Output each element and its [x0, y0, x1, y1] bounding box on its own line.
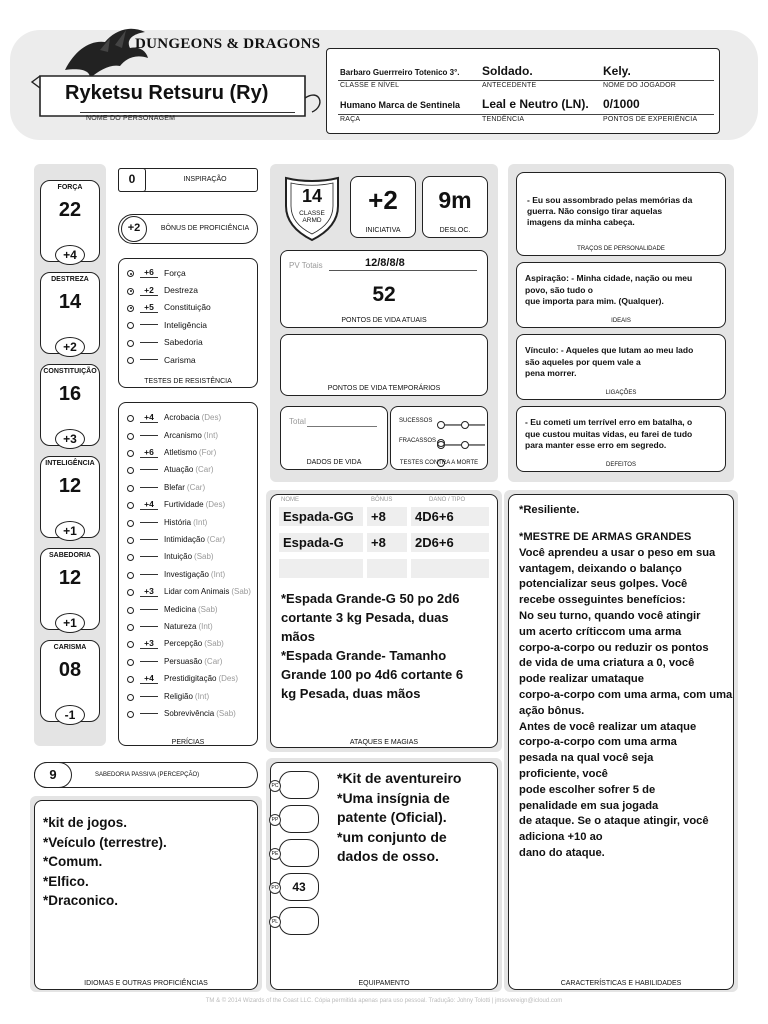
feature-line: *Resiliente. [519, 504, 580, 516]
attacks-notes[interactable] [281, 589, 463, 703]
death-fail-label: FRACASSOS [399, 438, 437, 444]
coin-po-field[interactable]: 43 [279, 873, 319, 901]
attribute-score[interactable]: 16 [58, 383, 82, 405]
coin-label-pc: PC [269, 780, 281, 792]
skill-name: Prestidigitação [164, 674, 217, 684]
attribute-name: DESTREZA [51, 276, 89, 283]
xp[interactable]: 0/1000 [603, 97, 640, 111]
attack-note-line: kg Pesada, duas mãos [281, 686, 421, 701]
initiative-box [350, 176, 416, 238]
saving-throw-name: Constituição [164, 302, 211, 313]
skill-row[interactable] [127, 600, 255, 617]
skill-row[interactable] [127, 496, 255, 513]
skill-row[interactable] [127, 479, 255, 496]
bonds-box[interactable] [516, 334, 726, 400]
attack-2-bonus[interactable]: +8 [367, 533, 407, 552]
xp-label: PONTOS DE EXPERIÊNCIA [603, 116, 698, 123]
skill-bonus [140, 626, 158, 627]
saving-throws-box [118, 258, 258, 388]
equipment-line: dados de osso. [337, 848, 439, 864]
saving-throw-name: Inteligência [164, 319, 208, 330]
features-box[interactable] [508, 494, 734, 990]
feature-line: recebe osseguintes benefícios: [519, 594, 686, 607]
skill-attribute: (Sab) [216, 708, 236, 718]
proficiency-dot-icon[interactable] [127, 607, 134, 614]
player-name[interactable]: Kely. [603, 64, 631, 78]
proficiency-dot-icon[interactable] [127, 572, 134, 579]
character-name[interactable]: Ryketsu Retsuru (Ry) [65, 82, 269, 104]
hit-dice-label: DADOS DE VIDA [306, 459, 362, 466]
skill-attribute: (Des) [201, 413, 222, 423]
info-line-1 [338, 80, 714, 81]
equipment-line: *Kit de aventureiro [337, 770, 462, 786]
feature-line: corpo-a-corpo com uma arma, com uma [519, 688, 733, 701]
armor-class-value[interactable]: 14 [301, 186, 323, 206]
skill-name: História [164, 517, 192, 527]
skill-attribute: (Int) [198, 621, 213, 631]
skill-bonus: +3 [140, 586, 158, 597]
skill-name: Atletismo [164, 447, 197, 457]
attack-2-name[interactable]: Espada-G [279, 533, 363, 552]
passive-wisdom-value[interactable]: 9 [34, 762, 72, 788]
attribute-0 [40, 180, 100, 262]
attribute-name: CARISMA [53, 644, 87, 651]
skill-attribute: (Int) [194, 691, 210, 701]
proficiency-dot-icon[interactable] [127, 589, 134, 596]
skill-name: Atuação [164, 465, 194, 475]
race[interactable]: Humano Marca de Sentinela [340, 100, 461, 110]
proficiency-label: BÔNUS DE PROFICIÊNCIA [160, 225, 250, 232]
attribute-2 [40, 364, 100, 446]
skill-attribute: (Car) [195, 465, 214, 475]
attack-note-line: Grande 100 po 4d6 cortante 6 [281, 667, 464, 682]
hp-current-value[interactable]: 52 [372, 283, 396, 306]
attribute-modifier[interactable]: +1 [55, 613, 85, 633]
skill-attribute: (Int) [210, 569, 226, 579]
skill-row[interactable] [127, 426, 255, 443]
skill-name: Persuasão [164, 656, 203, 666]
coin-pl-field[interactable] [279, 907, 319, 935]
personality-traits-box[interactable] [516, 172, 726, 256]
proficiency-dot-icon[interactable] [127, 659, 134, 666]
saving-throw-bonus [140, 342, 158, 343]
attack-3-name[interactable] [279, 559, 363, 578]
death-saves-label: TESTES CONTRA A MORTE [399, 460, 479, 466]
attribute-3 [40, 456, 100, 538]
attack-1-damage[interactable]: 4D6+6 [411, 507, 489, 526]
feature-line: penalidade em sua jogada [519, 799, 659, 812]
attack-note-line: mãos [281, 629, 315, 644]
attribute-name: SABEDORIA [48, 552, 91, 559]
inspiration-label: INSPIRAÇÃO [183, 176, 227, 183]
saving-throw-name: Força [164, 267, 186, 278]
skill-row[interactable] [127, 653, 255, 670]
initiative-label: INICIATIVA [365, 227, 401, 234]
saving-throw-bonus [140, 359, 158, 360]
saving-throw-row[interactable] [127, 281, 253, 298]
skill-bonus [140, 661, 158, 662]
equipment-box [270, 762, 498, 990]
feature-line: pode realizar umataque [519, 673, 644, 686]
ideal-line: Aspiração: - Minha cidade, nação ou meu [525, 273, 693, 283]
proficiency-dot-icon[interactable] [127, 485, 134, 492]
features-text [519, 503, 732, 862]
hp-max-label: PV Totais [289, 261, 323, 270]
flaws-box[interactable] [516, 406, 726, 472]
logo-text: DUNGEONS & DRAGONS [135, 36, 321, 52]
proficiency-dot-icon[interactable] [127, 520, 134, 527]
proficiency-dot-icon[interactable] [127, 357, 134, 364]
attack-note-line: *Espada Grande- Tamanho [281, 648, 447, 663]
flaw-line: que custou muitas vidas, eu farei de tudo [525, 428, 693, 439]
skill-row[interactable] [127, 687, 255, 704]
skill-attribute: (Car) [204, 656, 223, 666]
attacks-col-name: NOME [281, 497, 299, 503]
coin-pe-field[interactable] [279, 839, 319, 867]
skill-name: Intimidação [164, 534, 205, 544]
skill-attribute: (Car) [186, 482, 206, 492]
skill-attribute: (Int) [203, 430, 219, 440]
death-saves-box [390, 406, 488, 470]
feature-line: corpo-a-corpo ou reduzir os pontos [519, 641, 709, 654]
languages-box [34, 800, 258, 990]
skill-attribute: (For) [198, 447, 217, 457]
coin-pc-field[interactable] [279, 771, 319, 799]
passive-wisdom-box [34, 762, 258, 788]
coin-pp-field[interactable] [279, 805, 319, 833]
skill-name: Natureza [164, 621, 197, 631]
attack-1-name[interactable]: Espada-GG [279, 507, 363, 526]
attribute-1 [40, 272, 100, 354]
skill-attribute: (Sab) [198, 604, 218, 614]
languages-label: IDIOMAS E OUTRAS PROFICIÊNCIAS [84, 980, 208, 987]
proficiency-dot-icon[interactable] [127, 270, 134, 277]
hit-dice-total-label: Total [289, 417, 306, 426]
flaws-label: DEFEITOS [606, 462, 636, 468]
skill-name: Furtividade [164, 500, 204, 510]
attack-2-damage[interactable]: 2D6+6 [411, 533, 489, 552]
feature-line: proficiente, você [519, 767, 608, 780]
skill-name: Blefar [164, 482, 185, 492]
bond-line: são aqueles por quem vale a [525, 356, 641, 367]
proficiency-dot-icon[interactable] [127, 322, 134, 329]
attribute-score[interactable]: 12 [58, 567, 82, 589]
equipment-line: *Uma insígnia de [337, 789, 450, 806]
hp-max-value[interactable]: 12/8/8/8 [365, 257, 405, 269]
personality-traits-text [527, 195, 692, 228]
personality-traits-label: TRAÇOS DE PERSONALIDADE [577, 246, 665, 252]
feature-line: Você aprendeu a usar o peso em sua [519, 546, 716, 559]
speed-label: DESLOC. [439, 227, 471, 234]
skill-row[interactable] [127, 409, 255, 426]
skill-name: Acrobacia [164, 413, 200, 423]
ideals-box[interactable] [516, 262, 726, 328]
skill-name: Religião [164, 691, 193, 701]
attribute-modifier[interactable]: +1 [55, 521, 85, 541]
attribute-name: FORÇA [57, 184, 83, 191]
feature-line: pesada na qual você seja [519, 752, 654, 765]
skill-attribute: (Car) [206, 534, 226, 544]
attack-3-bonus[interactable] [367, 559, 407, 578]
skill-row[interactable] [127, 635, 255, 652]
skill-name: Intuição [164, 552, 193, 562]
feature-line: corpo-a-corpo com uma arma [519, 736, 677, 749]
attribute-modifier[interactable]: +4 [55, 245, 85, 265]
feature-line: de vida de uma criatura a 0, você [519, 657, 695, 670]
alignment-label: TENDÊNCIA [482, 116, 525, 123]
skill-row[interactable] [127, 705, 255, 722]
skill-row[interactable] [127, 670, 255, 687]
skill-attribute: (Sab) [231, 587, 251, 597]
player-label: NOME DO JOGADOR [603, 82, 677, 89]
ideal-line: povo, são tudo o [525, 284, 593, 295]
proficiency-dot-icon[interactable] [127, 694, 134, 701]
proficiency-dot-icon[interactable] [127, 537, 134, 544]
proficiency-dot-icon[interactable] [127, 467, 134, 474]
feature-line: vantagem, deixando o balanço [519, 562, 682, 575]
flaw-line: - Eu cometi um terrível erro em batalha, o [525, 417, 693, 427]
skill-bonus [140, 713, 158, 714]
attribute-score[interactable]: 12 [58, 475, 82, 497]
name-underline [80, 112, 295, 113]
attack-note-line: cortante 3 kg Pesada, duas [281, 610, 449, 625]
feature-line: potencializar seus golpes. Você [519, 578, 688, 591]
attribute-modifier[interactable]: +2 [55, 337, 85, 357]
skill-bonus: +4 [140, 673, 158, 684]
proficiency-dot-icon[interactable] [127, 502, 134, 509]
proficiency-dot-icon[interactable] [127, 415, 134, 422]
attacks-col-damage: DANO / TIPO [429, 497, 466, 503]
skill-bonus: +6 [140, 447, 158, 458]
inspiration-box [118, 168, 258, 192]
proficiency-dot-icon[interactable] [127, 305, 134, 312]
saving-throw-name: Destreza [164, 285, 199, 296]
proficiency-dot-icon[interactable] [127, 624, 134, 631]
attack-note-line: *Espada Grande-G 50 po 2d6 [281, 591, 460, 606]
feature-line [519, 519, 732, 530]
feature-line: Antes de você realizar um ataque [519, 720, 697, 733]
feature-line: dano do ataque. [519, 846, 605, 859]
skills-box [118, 402, 258, 746]
hp-max-underline [329, 270, 477, 271]
attribute-score[interactable]: 14 [58, 291, 82, 313]
saving-throw-name: Carisma [164, 354, 196, 365]
skill-bonus [140, 435, 158, 436]
death-success-circles[interactable]: — — [437, 416, 487, 452]
skill-attribute: (Sab) [194, 552, 214, 562]
proficiency-dot-icon[interactable] [127, 433, 134, 440]
attacks-col-bonus: BÔNUS [371, 497, 393, 503]
skill-bonus [140, 574, 158, 575]
skill-bonus: +3 [140, 638, 158, 649]
saving-throw-row[interactable] [127, 351, 253, 368]
equipment-line: patente (Oficial). [337, 809, 447, 825]
ideals-text [525, 273, 692, 308]
skill-row[interactable] [127, 618, 255, 635]
skill-bonus: +4 [140, 412, 158, 423]
skill-bonus [140, 696, 158, 697]
feature-line: adiciona +10 ao [519, 831, 603, 844]
proficiency-dot-icon[interactable] [127, 676, 134, 683]
proficiency-dot-icon[interactable] [127, 711, 134, 718]
skill-name: Investigação [164, 569, 209, 579]
skill-row[interactable] [127, 513, 255, 530]
saving-throw-bonus: +6 [140, 267, 158, 278]
class-level-label: CLASSE E NÍVEL [340, 82, 400, 89]
language-line: *Draconico. [43, 893, 119, 908]
language-line: *Comum. [43, 854, 103, 869]
skill-bonus [140, 609, 158, 610]
saving-throw-row[interactable] [127, 316, 253, 333]
feature-line: um acerto críticcom uma arma [519, 625, 682, 638]
skill-attribute: (Des) [205, 500, 226, 510]
languages-list[interactable] [43, 813, 167, 911]
proficiency-dot-icon[interactable] [127, 641, 134, 648]
ideals-label: IDEAIS [611, 318, 631, 324]
saving-throw-bonus: +2 [140, 285, 158, 296]
armor-class-shield-icon [280, 172, 344, 242]
inspiration-value[interactable]: 0 [118, 168, 146, 192]
death-success-label: SUCESSOS [399, 418, 433, 424]
skill-name: Sobrevivência [164, 708, 215, 718]
coin-label-po: PO [269, 882, 281, 894]
temp-hp-box[interactable] [280, 334, 488, 396]
saving-throw-bonus: +5 [140, 302, 158, 313]
hit-dice-underline [307, 426, 377, 427]
flaw-line: para manter esse erro em segredo. [525, 440, 667, 450]
skill-bonus [140, 539, 158, 540]
death-fail-circles[interactable]: — — [437, 436, 487, 472]
skill-row[interactable] [127, 583, 255, 600]
feature-line: No seu turno, quando você atingir [519, 609, 701, 622]
saving-throw-bonus [140, 324, 158, 325]
attacks-label: ATAQUES E MAGIAS [349, 739, 419, 746]
skill-row[interactable] [127, 444, 255, 461]
saving-throw-row[interactable] [127, 299, 253, 316]
proficiency-dot-icon[interactable] [127, 340, 134, 347]
speed-value[interactable]: 9m [438, 187, 472, 213]
feature-line: *MESTRE DE ARMAS GRANDES [519, 530, 692, 543]
bond-line: pena morrer. [525, 368, 577, 378]
coin-label-pe: PE [269, 848, 281, 860]
trait-line: guerra. Não consigo tirar aquelas [527, 206, 663, 216]
proficiency-dot-icon[interactable] [127, 450, 134, 457]
class-level[interactable]: Barbaro Guerrreiro Totenico 3°. [340, 68, 460, 77]
background[interactable]: Soldado. [482, 64, 533, 78]
trait-line: imagens da minha cabeça. [527, 217, 635, 227]
armor-class-label: CLASSE ARMD [299, 210, 325, 224]
attribute-5 [40, 640, 100, 722]
language-line: *kit de jogos. [43, 815, 128, 830]
temp-hp-label: PONTOS DE VIDA TEMPORÁRIOS [327, 385, 441, 392]
skill-bonus: +4 [140, 499, 158, 510]
bonds-text [525, 345, 693, 380]
skill-name: Lidar com Animais [164, 587, 230, 597]
skill-bonus [140, 469, 158, 470]
skill-bonus [140, 556, 158, 557]
footer-copyright: TM & © 2014 Wizards of the Coast LLC. Cópia permitida apenas para uso pessoal. Tradução: Johny Tolotti | jmsovereign@icloud.com [205, 998, 563, 1004]
attribute-score[interactable]: 22 [58, 199, 82, 221]
coin-label-pp: PP [269, 814, 281, 826]
saving-throws-label: TESTES DE RESISTÊNCIA [144, 378, 232, 385]
feature-line: ação bônus. [519, 704, 585, 717]
skill-attribute: (Sab) [204, 639, 224, 649]
saving-throw-row[interactable] [127, 334, 253, 351]
flaws-text [525, 417, 692, 452]
attack-1-bonus[interactable]: +8 [367, 507, 407, 526]
equipment-line: *um conjunto de [337, 828, 447, 845]
skill-row[interactable] [127, 566, 255, 583]
bonds-label: LIGAÇÕES [605, 390, 637, 396]
alignment[interactable]: Leal e Neutro (LN). [482, 97, 589, 111]
proficiency-box [118, 214, 258, 244]
attribute-name: CONSTITUIÇÃO [43, 368, 97, 375]
equipment-label: EQUIPAMENTO [358, 980, 410, 987]
features-label: CARACTERÍSTICAS E HABILIDADES [560, 980, 682, 987]
equipment-list[interactable] [337, 769, 461, 867]
saving-throw-name: Sabedoria [164, 337, 203, 348]
attribute-modifier[interactable]: -1 [55, 705, 85, 725]
skill-attribute: (Int) [193, 517, 208, 527]
skill-row[interactable] [127, 548, 255, 565]
hp-current-label: PONTOS DE VIDA ATUAIS [341, 317, 427, 324]
attribute-modifier[interactable]: +3 [55, 429, 85, 449]
bond-line: Vínculo: - Aqueles que lutam ao meu lado [525, 345, 694, 355]
language-line: *Elfico. [43, 873, 89, 889]
proficiency-value[interactable]: +2 [121, 216, 147, 242]
skill-name: Arcanismo [164, 430, 202, 440]
proficiency-dot-icon[interactable] [127, 554, 134, 561]
speed-box [422, 176, 488, 238]
skill-bonus [140, 487, 158, 488]
initiative-value[interactable]: +2 [368, 185, 398, 215]
language-line: *Veículo (terrestre). [43, 834, 167, 850]
skill-attribute: (Des) [218, 674, 239, 684]
feature-line: de ataque. Se o ataque atingir, você [519, 815, 709, 828]
proficiency-dot-icon[interactable] [127, 288, 134, 295]
skill-row[interactable] [127, 461, 255, 478]
attribute-score[interactable]: 08 [58, 659, 82, 681]
saving-throw-row[interactable] [127, 264, 253, 281]
skill-name: Percepção [164, 639, 203, 649]
attack-3-damage[interactable] [411, 559, 489, 578]
skill-bonus [140, 522, 158, 523]
background-label: ANTECEDENTE [482, 82, 537, 89]
attribute-name: INTELIGÊNCIA [45, 460, 95, 467]
attacks-box [270, 494, 498, 748]
feature-line: pode escolher sofrer 5 de [519, 783, 656, 796]
race-label: RAÇA [340, 116, 361, 123]
trait-line: - Eu sou assombrado pelas memórias da [527, 195, 693, 205]
info-line-2 [338, 114, 714, 115]
character-name-label: NOME DO PERSONAGEM [86, 115, 176, 122]
attribute-4 [40, 548, 100, 630]
skill-row[interactable] [127, 531, 255, 548]
passive-wisdom-label: SABEDORIA PASSIVA (PERCEPÇÃO) [95, 772, 200, 778]
skills-label: PERÍCIAS [171, 739, 205, 746]
coin-label-pl: PL [269, 916, 281, 928]
hit-dice-box[interactable] [280, 406, 388, 470]
hit-points-box [280, 250, 488, 328]
ideal-line: que importa para mim. (Qualquer). [525, 296, 664, 306]
skill-name: Medicina [164, 604, 197, 614]
